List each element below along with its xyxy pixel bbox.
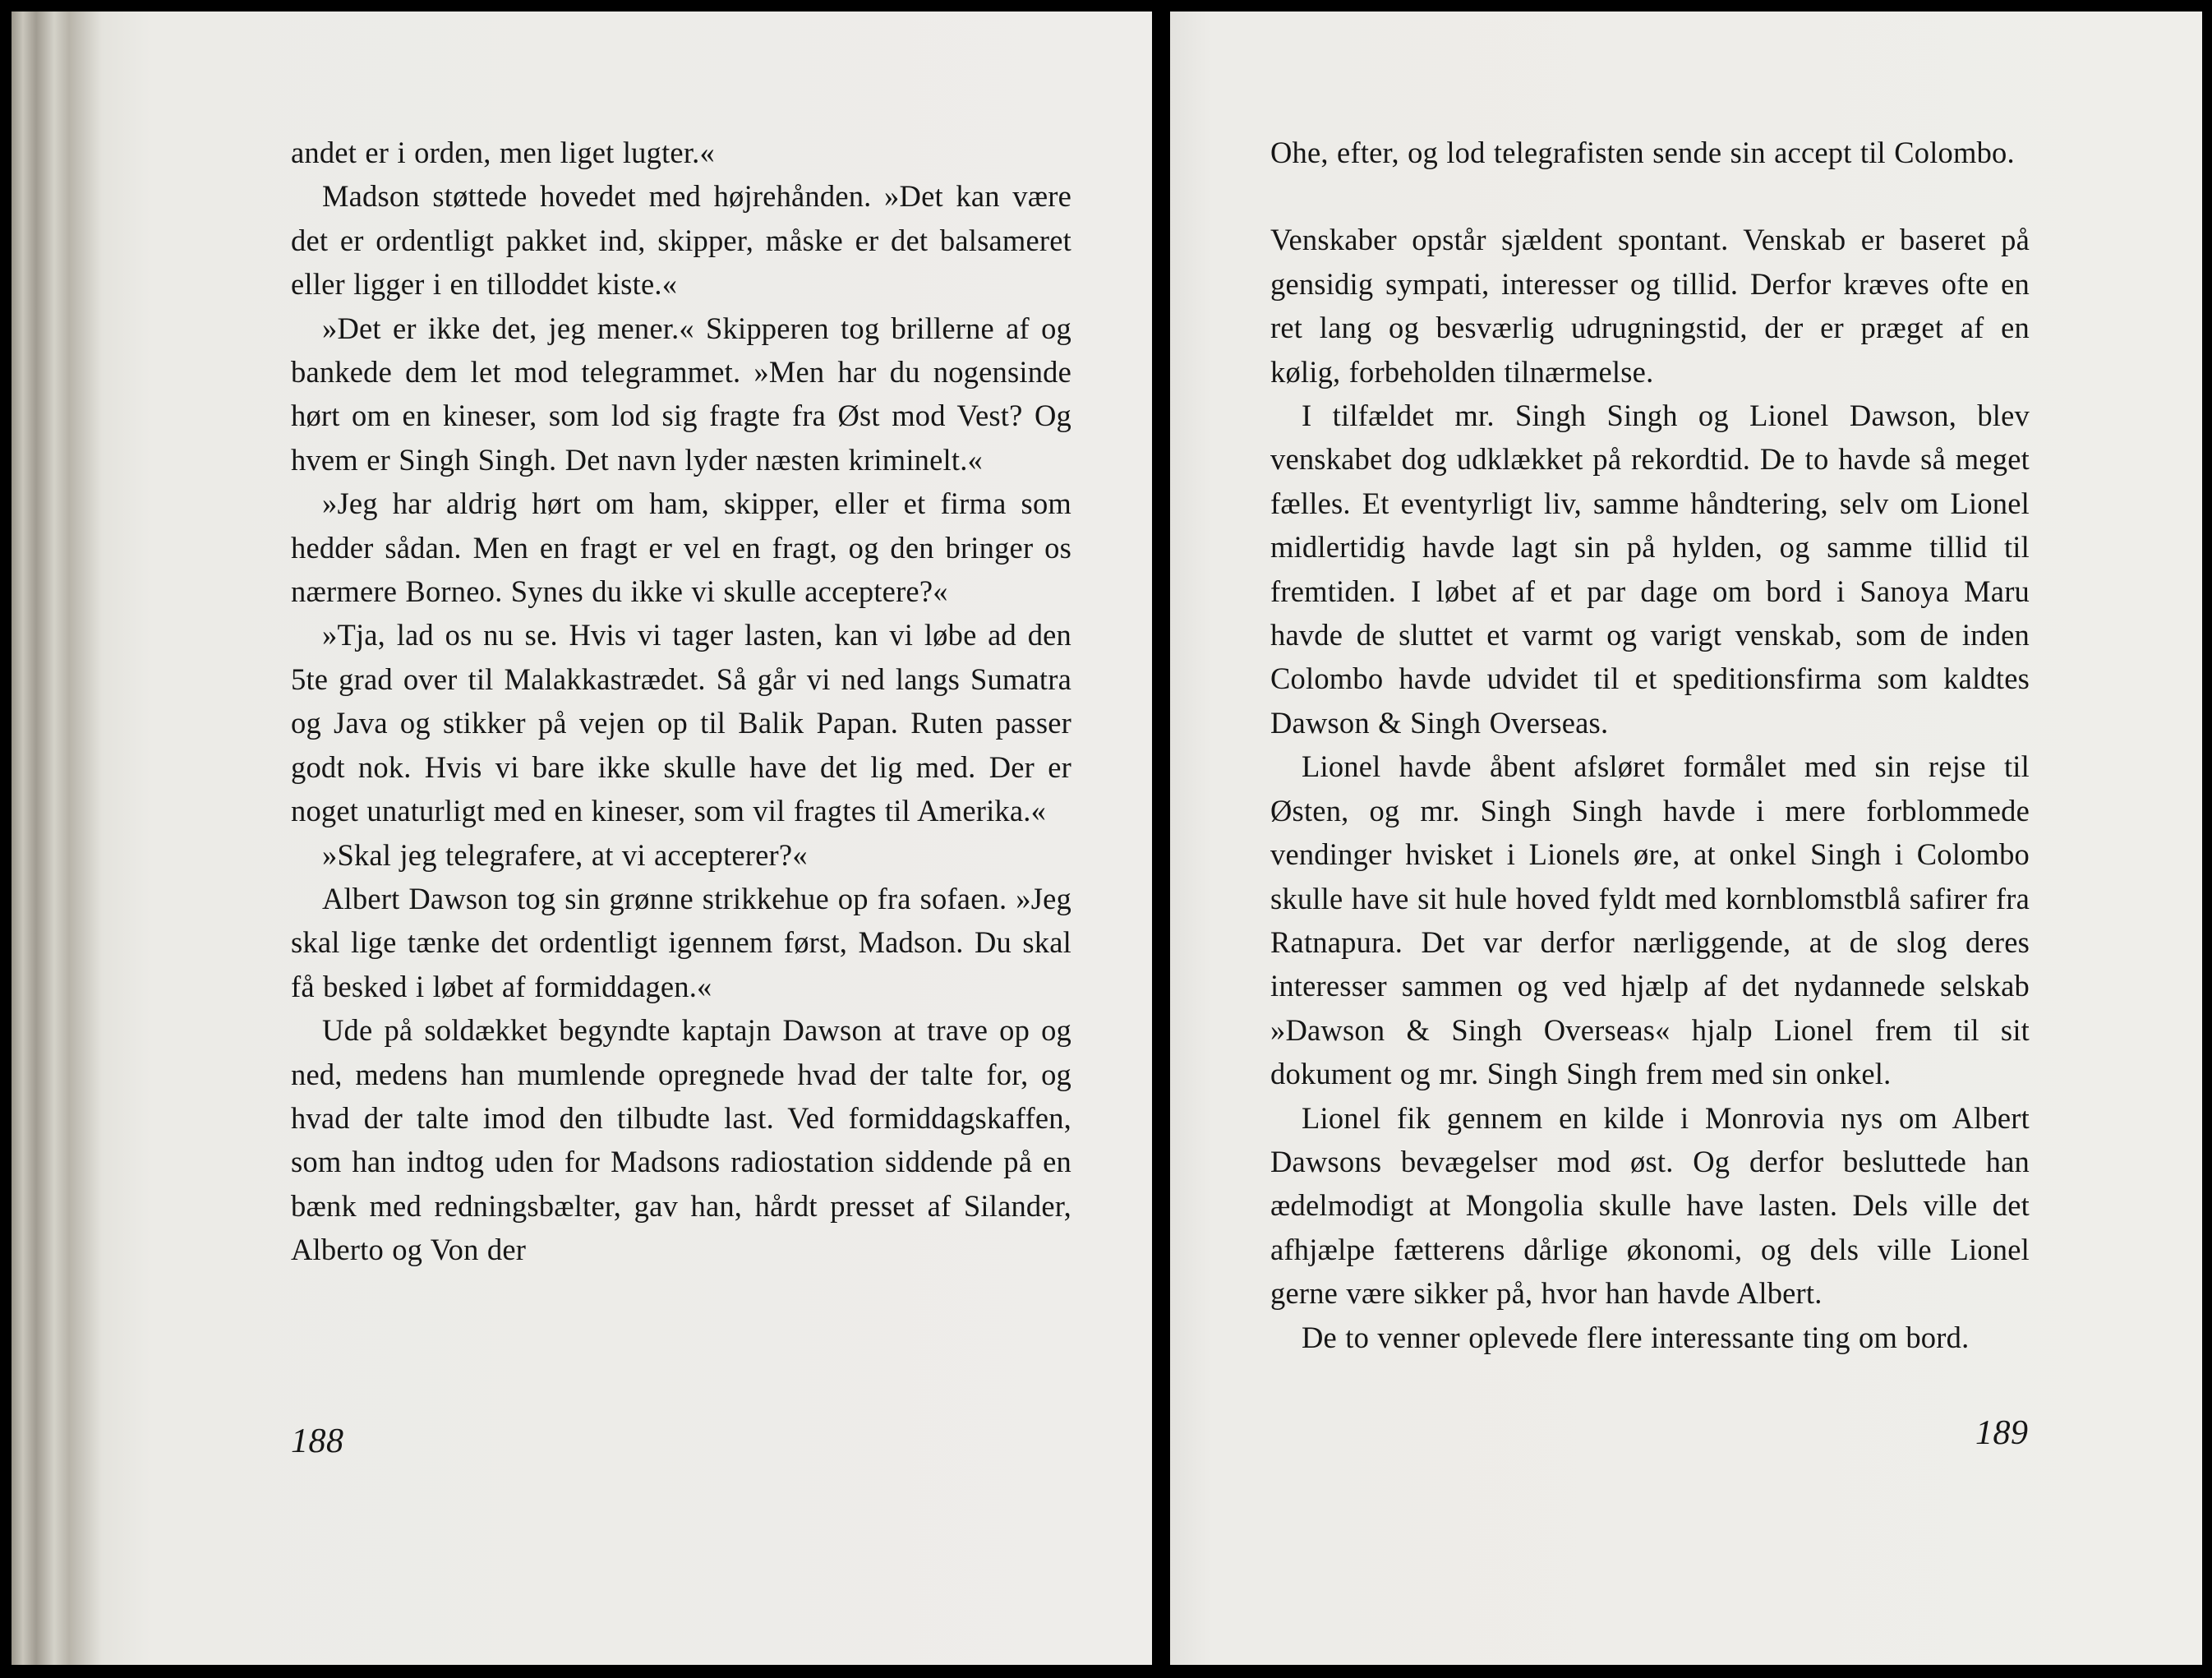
paragraph: »Skal jeg telegrafere, at vi accepterer?« xyxy=(322,837,808,872)
paragraph: »Det er ikke det, jeg mener.« Skipperen tog brillerne af og bankede dem let mod telegrammet. »Men har du nogensinde hørt om en kineser, som lod sig fragte fra Øst mod Vest? Og hvem er Singh Singh. Det navn lyder næsten kriminelt.« xyxy=(291,311,1071,477)
paragraph: andet er i orden, men liget lugter.« xyxy=(291,136,715,169)
page-number: 188 xyxy=(291,1422,344,1460)
right-page xyxy=(1170,12,2202,1665)
right-page-body xyxy=(1270,131,2030,1359)
left-page-body xyxy=(291,131,1071,1272)
paragraph: Ohe, efter, og lod telegrafisten sende sin accept til Colombo. xyxy=(1270,136,2015,169)
paragraph: Albert Dawson tog sin grønne strikkehue op fra sofaen. »Jeg skal lige tænke det ordentligt igennem først, Madson. Du skal få besked i løbet af formiddagen.« xyxy=(291,881,1071,1003)
page-number: 189 xyxy=(1975,1414,2029,1452)
paragraph: »Jeg har aldrig hørt om ham, skipper, eller et firma som hedder sådan. Men en fragt er vel en fragt, og den bringer os nærmere Borneo. Synes du ikke vi skulle acceptere?« xyxy=(291,486,1071,609)
paragraph: Ude på soldækket begyndte kaptajn Dawson at trave op og ned, medens han mumlende opregnede hvad der talte for, og hvad der talte imod den tilbudte last. Ved formiddagskaffen, som han indtog uden for Madsons radiostation siddende på en bænk med redningsbælter, gav han, hårdt presset af Silander, Alberto og Von der xyxy=(291,1013,1071,1267)
paragraph: Madson støttede hovedet med højrehånden. »Det kan være det er ordentligt pakket ind, skipper, måske er det balsameret eller ligger i en tilloddet kiste.« xyxy=(291,179,1071,302)
paragraph: Lionel havde åbent afsløret formålet med sin rejse til Østen, og mr. Singh Singh havde i mere forblommede vendinger hvisket i Lionels øre, at onkel Singh i Colombo skulle have sit hule hoved fyldt med kornblomstblå safirer fra Ratnapura. Det var derfor nærliggende, at de slog deres interesser sammen og ved hjælp af det nydannede selskab »Dawson & Singh Overseas« hjalp Lionel frem til sit dokument og mr. Singh Singh frem med sin onkel. xyxy=(1270,749,2030,1091)
paragraph: Venskaber opstår sjældent spontant. Venskab er baseret på gensidig sympati, interesser og tillid. Derfor kræves ofte en ret lang og besværlig udrugningstid, der er præget af en kølig, forbeholden tilnærmelse. xyxy=(1270,223,2030,389)
left-page xyxy=(12,12,1152,1665)
paragraph: Lionel fik gennem en kilde i Monrovia nys om Albert Dawsons bevægelser mod øst. Og derfor besluttede han ædelmodigt at Mongolia skulle have lasten. Dels ville det afhjælpe fætterens dårlige økonomi, og dels ville Lionel gerne være sikker på, hvor han havde Albert. xyxy=(1270,1100,2030,1311)
paragraph: »Tja, lad os nu se. Hvis vi tager lasten, kan vi løbe ad den 5te grad over til Malakkastrædet. Så går vi ned langs Sumatra og Java og stikker på vejen op til Balik Papan. Ruten passer godt nok. Hvis vi bare ikke skulle have det lig med. Der er noget unaturligt med en kineser, som vil fragtes til Amerika.« xyxy=(291,618,1071,828)
paragraph: De to venner oplevede flere interessante ting om bord. xyxy=(1302,1320,1970,1354)
paragraph: I tilfældet mr. Singh Singh og Lionel Dawson, blev venskabet dog udklækket på rekordtid. De to havde så meget fælles. Et eventyrligt liv, samme håndtering, selv om Lionel midlertidig havde lagt sin på hylden, og samme tillid til fremtiden. I løbet af et par dage om bord i Sanoya Maru havde de sluttet et varmt og varigt venskab, som de inden Colombo havde udvidet til et speditionsfirma som kaldtes Dawson & Singh Overseas. xyxy=(1270,399,2030,740)
